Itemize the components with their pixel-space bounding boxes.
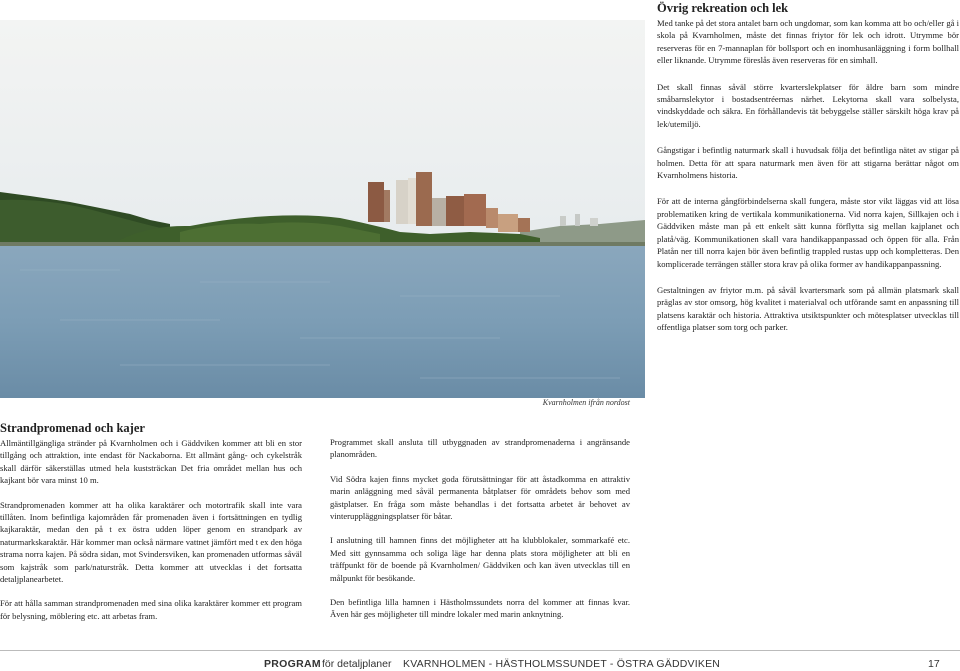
middle-column [330,436,630,633]
paragraph: I anslutning till hamnen finns det möjligheter att ha klubblokaler, sommarkafé etc. Med sitt gynnsamma och soliga läge har denna plats stora möjligheter att bli en träffpunkt för de boende på Kvarnholmen/ Gäddviken och kan även utvecklas till en målpunkt för besökande. [330,535,630,583]
footer-area: KVARNHOLMEN - HÄSTHOLMSSUNDET - ÖSTRA GÄDDVIKEN [403,658,721,670]
paragraph: För att de interna gångförbindelserna skall fungera, måste stor vikt läggas vid att lösa problematiken kring de vertikala kommunikationerna. Vid norra kajen, Sillkajen och i Gäddviken måste man på ett enkelt sätt kunna förflytta sig mellan kajplanet och platå/väg. Kommunikationen skall vara handikappanpassad och öppen för alla. Från Platån ner till norra kajen bör även befintlig trappled rustas upp och kompletteras. Den komplicerade terrängen ställer stora krav på olika former av handikappanpassning. [657,196,959,269]
footer-program-label: PROGRAM [264,658,321,670]
landscape-illustration [0,20,645,398]
footer-divider [0,650,960,651]
paragraph: Gestaltningen av friytor m.m. på såväl kvartersmark som på allmän platsmark skall präglas av stor omsorg, hög kvalitet i materialval och utförande samt en anpassning till platsens karaktär och historia. Attraktiva utsiktspunkter och mötesplatser utvecklas till offentliga platser som torg och parker. [657,284,959,333]
right-column [657,1,959,346]
page-number: 17 [928,658,940,670]
paragraph: Gångstigar i befintlig naturmark skall i huvudsak följa det befintliga nätet av stigar på holmen. Detta för att spara naturmark men även för att stigarna berättar något om Kvarnholmens historia. [657,145,959,181]
paragraph: För att hålla samman strandpromenaden med sina olika karaktärer kommer ett program för belysning, möblering etc. att arbetas fram. [0,598,302,621]
page-footer [0,650,960,671]
paragraph: Programmet skall ansluta till utbyggnaden av strandpromenaderna i angränsande planområden. [330,437,630,460]
section-heading-promenade: Strandpromenad och kajer [0,421,145,435]
paragraph: Vid Södra kajen finns mycket goda förutsättningar för att åstadkomma en attraktiv marin anläggning med såväl permanenta båtplatser för områdets behov som med gästplatser. En fråga som måste behandlas i det fortsatta arbetet är behovet av vinteruppläggningsplatser för båtar. [330,473,630,522]
left-column [0,421,302,634]
section-heading-recreation: Övrig rekreation och lek [657,1,789,15]
kvarnholmen-photo [0,20,645,398]
paragraph: Det skall finnas såväl större kvarterslekplatser för äldre barn som mindre småbarnslekytor i bostadsentréernas närhet. Lekytorna skall vara solbelysta, vindskyddade och säkra. En förhållandevis tät bebyggelse ställer särskilt höga krav på lek/utemiljö. [657,81,959,129]
paragraph: Strandpromenaden kommer att ha olika karaktärer och motortrafik skall inte vara tillåten. Inom befintliga kajområden får promenaden även i fortsättningen en tydlig kajkaraktär, medan den på t ex östra udden löper genom en strandpark av naturmarkskaraktär. Här kommer man också närmare vattnet jämfört med t ex den höga strama norra kajen. På södra sidan, mot Svindersviken, kan promenaden utformas såväl som kajstråk som park/naturstråk. Detta kommer att utvecklas i det fortsatta detaljplanearbetet. [0,499,302,585]
paragraph: Allmäntillgängliga stränder på Kvarnholmen och i Gäddviken kommer att bli en stor tillgång och attraktion, inte endast för Nackaborna. Ett allmänt gång- och cykelstråk skall därför säkerställas utmed hela kuststräckan Det fria området mellan hus och kajkant bör vara minst 10 m. [0,438,302,486]
paragraph: Med tanke på det stora antalet barn och ungdomar, som kan komma att bo och/eller gå i skola på Kvarnholmen, måste det finnas friytor för lek och idrott. Utrymme bör reserveras för en 7-mannaplan för bollsport och en inomhusanläggning i form bollhall eller liknande. Utrymme föreslås även reserveras för en simhall. [657,18,959,66]
footer-subtitle: för detaljplaner [322,658,392,670]
paragraph: Den befintliga lilla hamnen i Hästholmssundets norra del kommer att finnas kvar. Även här ges möjligheter till mindre lokaler med marin anknytning. [330,597,630,620]
photo-caption: Kvarnholmen ifrån nordost [542,398,630,407]
